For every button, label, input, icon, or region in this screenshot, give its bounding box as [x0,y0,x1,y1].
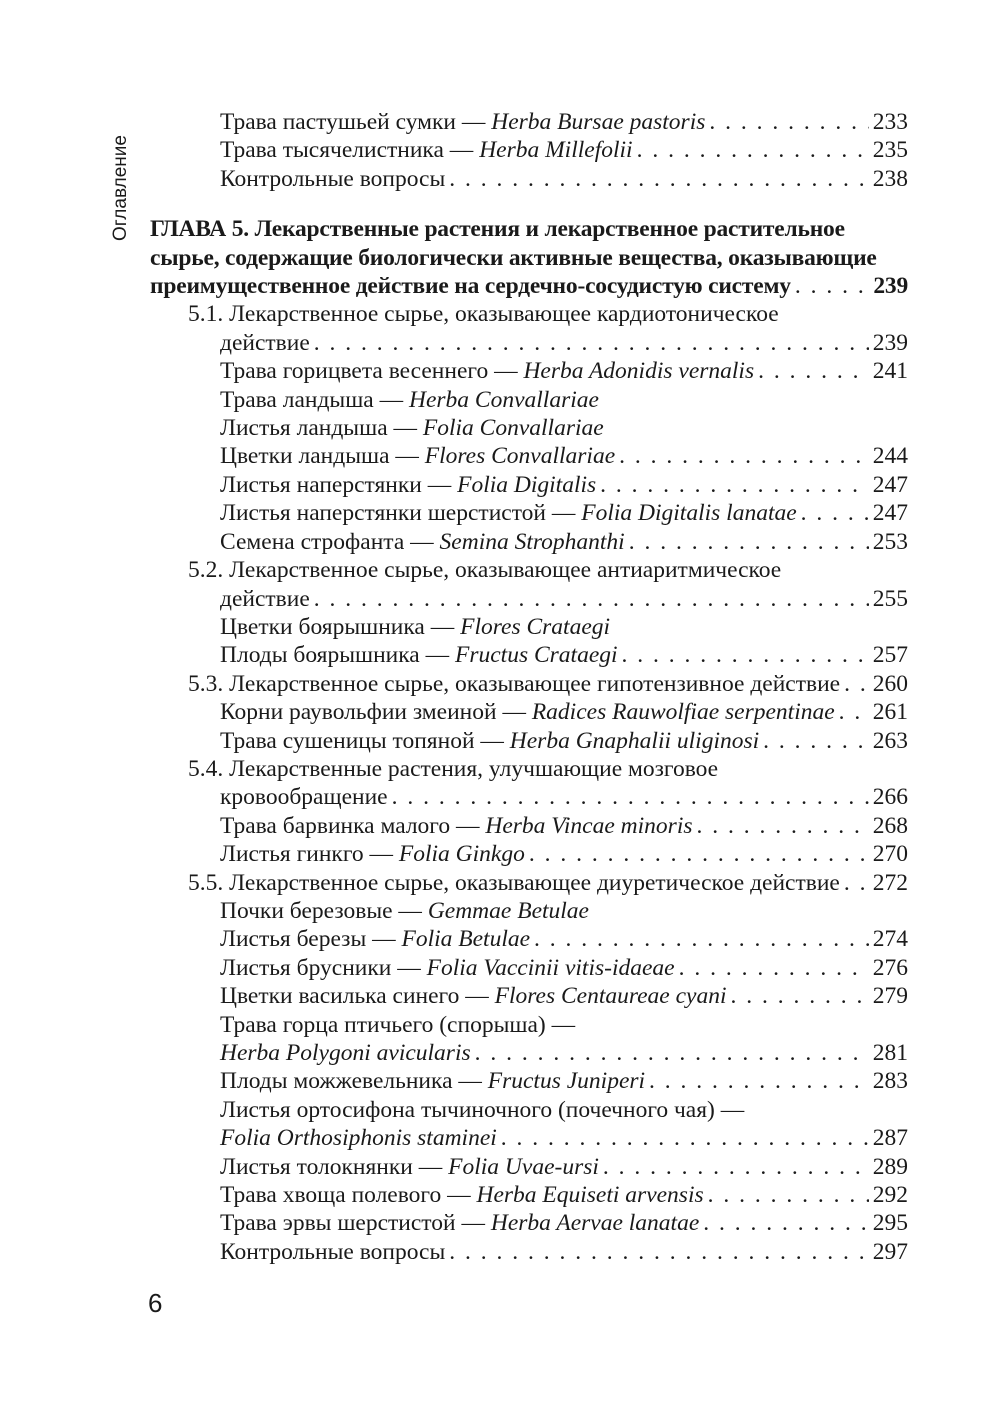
page-ref: 253 [872,528,908,555]
page-ref: 260 [872,670,908,697]
toc-entry[interactable]: Листья гинкго — Folia Ginkgo . . . 270 [150,840,908,868]
page-ref: 297 [872,1238,908,1265]
page-ref: 270 [872,841,908,868]
page-ref: 283 [872,1068,908,1095]
section-heading-cont[interactable]: действие . . . 255 [150,585,908,613]
page-ref: 255 [872,585,908,612]
page-ref: 241 [872,358,908,385]
toc-entry[interactable]: Листья ортосифона тычиночного (почечного чая) — [220,1096,745,1123]
toc-entry[interactable]: Плоды боярышника — Fructus Crataegi . . . 257 [150,641,908,669]
section-heading[interactable]: 5.4. Лекарственные растения, улучшающие мозговое [188,755,719,782]
page-ref: 247 [872,500,908,527]
toc-entry[interactable]: Контрольные вопросы . . . 238 [150,165,908,193]
page-ref: 292 [872,1182,908,1209]
running-header: Оглавление [110,135,131,241]
section-heading-cont[interactable]: кровообращение . . . 266 [150,783,908,811]
toc-entry[interactable]: Цветки ландыша — Flores Convallariae . . . 244 [150,442,908,470]
toc-entry[interactable]: Листья толокнянки — Folia Uvae-ursi . . . 289 [150,1153,908,1181]
toc-entry[interactable]: Трава сушеницы топяной — Herba Gnaphalii uliginosi . . . 263 [150,727,908,755]
toc-entry[interactable]: Трава горца птичьего (спорыша) — [220,1011,576,1038]
page-ref: 279 [872,983,908,1010]
page-ref: 261 [872,699,908,726]
page-ref: 276 [872,954,908,981]
page-ref: 263 [872,727,908,754]
page-ref: 287 [872,1125,908,1152]
page-ref: 295 [872,1210,908,1237]
page-ref: 244 [872,443,908,470]
page-number: 6 [148,1288,163,1318]
toc-entry[interactable]: Трава хвоща полевого — Herba Equiseti arvensis . . . 292 [150,1181,908,1209]
page-ref: 238 [872,165,908,192]
toc-entry[interactable]: Листья березы — Folia Betulae . . . 274 [150,925,908,953]
toc-entry[interactable]: Листья ландыша — Folia Convallariae [220,415,604,442]
page-ref: 247 [872,471,908,498]
page-ref: 266 [872,784,908,811]
chapter-heading[interactable]: ГЛАВА 5. Лекарственные растения и лекарственное растительное сырье, содержащие биологически активные вещества, оказывающие преимущественное действие на сердечно-сосудистую систему . . . 239 [150,215,908,300]
section-heading[interactable]: 5.3. Лекарственное сырье, оказывающее гипотензивное действие . . . 260 [150,670,908,698]
page-ref: 239 [872,329,908,356]
page-ref: 239 [873,273,908,300]
toc-entry[interactable]: Листья брусники — Folia Vaccinii vitis-idaeae . . . 276 [150,954,908,982]
page-ref: 235 [872,137,908,164]
toc-entry[interactable]: Листья наперстянки шерстистой — Folia Digitalis lanatae . . . 247 [150,499,908,527]
page-ref: 268 [872,812,908,839]
toc-entry[interactable]: Трава пастушьей сумки — Herba Bursae pastoris . . . 233 [150,108,908,136]
toc-entry[interactable]: Контрольные вопросы . . . 297 [150,1238,908,1266]
page-ref: 274 [872,926,908,953]
toc-entry[interactable]: Цветки боярышника — Flores Crataegi [220,613,611,640]
page-ref: 289 [872,1153,908,1180]
section-heading-cont[interactable]: действие . . . 239 [150,329,908,357]
toc-entry[interactable]: Почки березовые — Gemmae Betulae [220,897,589,924]
toc-entry[interactable]: Цветки василька синего — Flores Centaureae cyani . . . 279 [150,982,908,1010]
page-ref: 272 [872,869,908,896]
section-heading[interactable]: 5.5. Лекарственное сырье, оказывающее диуретическое действие . . . 272 [150,869,908,897]
page-ref: 257 [872,642,908,669]
toc-entry[interactable]: Корни раувольфии змеиной — Radices Rauwolfiae serpentinae . . . 261 [150,698,908,726]
toc-entry[interactable]: Семена строфанта — Semina Strophanthi . . . 253 [150,528,908,556]
table-of-contents [150,108,908,1266]
page-ref: 233 [872,109,908,135]
section-heading[interactable]: 5.1. Лекарственное сырье, оказывающее кардиотоническое [188,301,779,328]
page-ref: 281 [872,1040,908,1066]
toc-entry-cont[interactable]: Folia Orthosiphonis staminei . . . 287 [150,1124,908,1152]
toc-entry[interactable]: Трава эрвы шерстистой — Herba Aervae lanatae . . . 295 [150,1209,908,1237]
toc-entry[interactable]: Плоды можжевельника — Fructus Juniperi . . . 283 [150,1067,908,1095]
toc-entry[interactable]: Трава ландыша — Herba Convallariae [220,386,599,413]
toc-entry[interactable]: Трава тысячелистника — Herba Millefolii . . . 235 [150,136,908,164]
toc-entry-cont[interactable]: Herba Polygoni avicularis . . . 281 [150,1039,908,1067]
toc-entry[interactable]: Трава горицвета весеннего — Herba Adonidis vernalis . . . 241 [150,357,908,385]
toc-entry[interactable]: Трава барвинка малого — Herba Vincae minoris . . . 268 [150,812,908,840]
section-heading[interactable]: 5.2. Лекарственное сырье, оказывающее антиаритмическое [188,557,782,584]
toc-entry[interactable]: Листья наперстянки — Folia Digitalis . . . 247 [150,471,908,499]
